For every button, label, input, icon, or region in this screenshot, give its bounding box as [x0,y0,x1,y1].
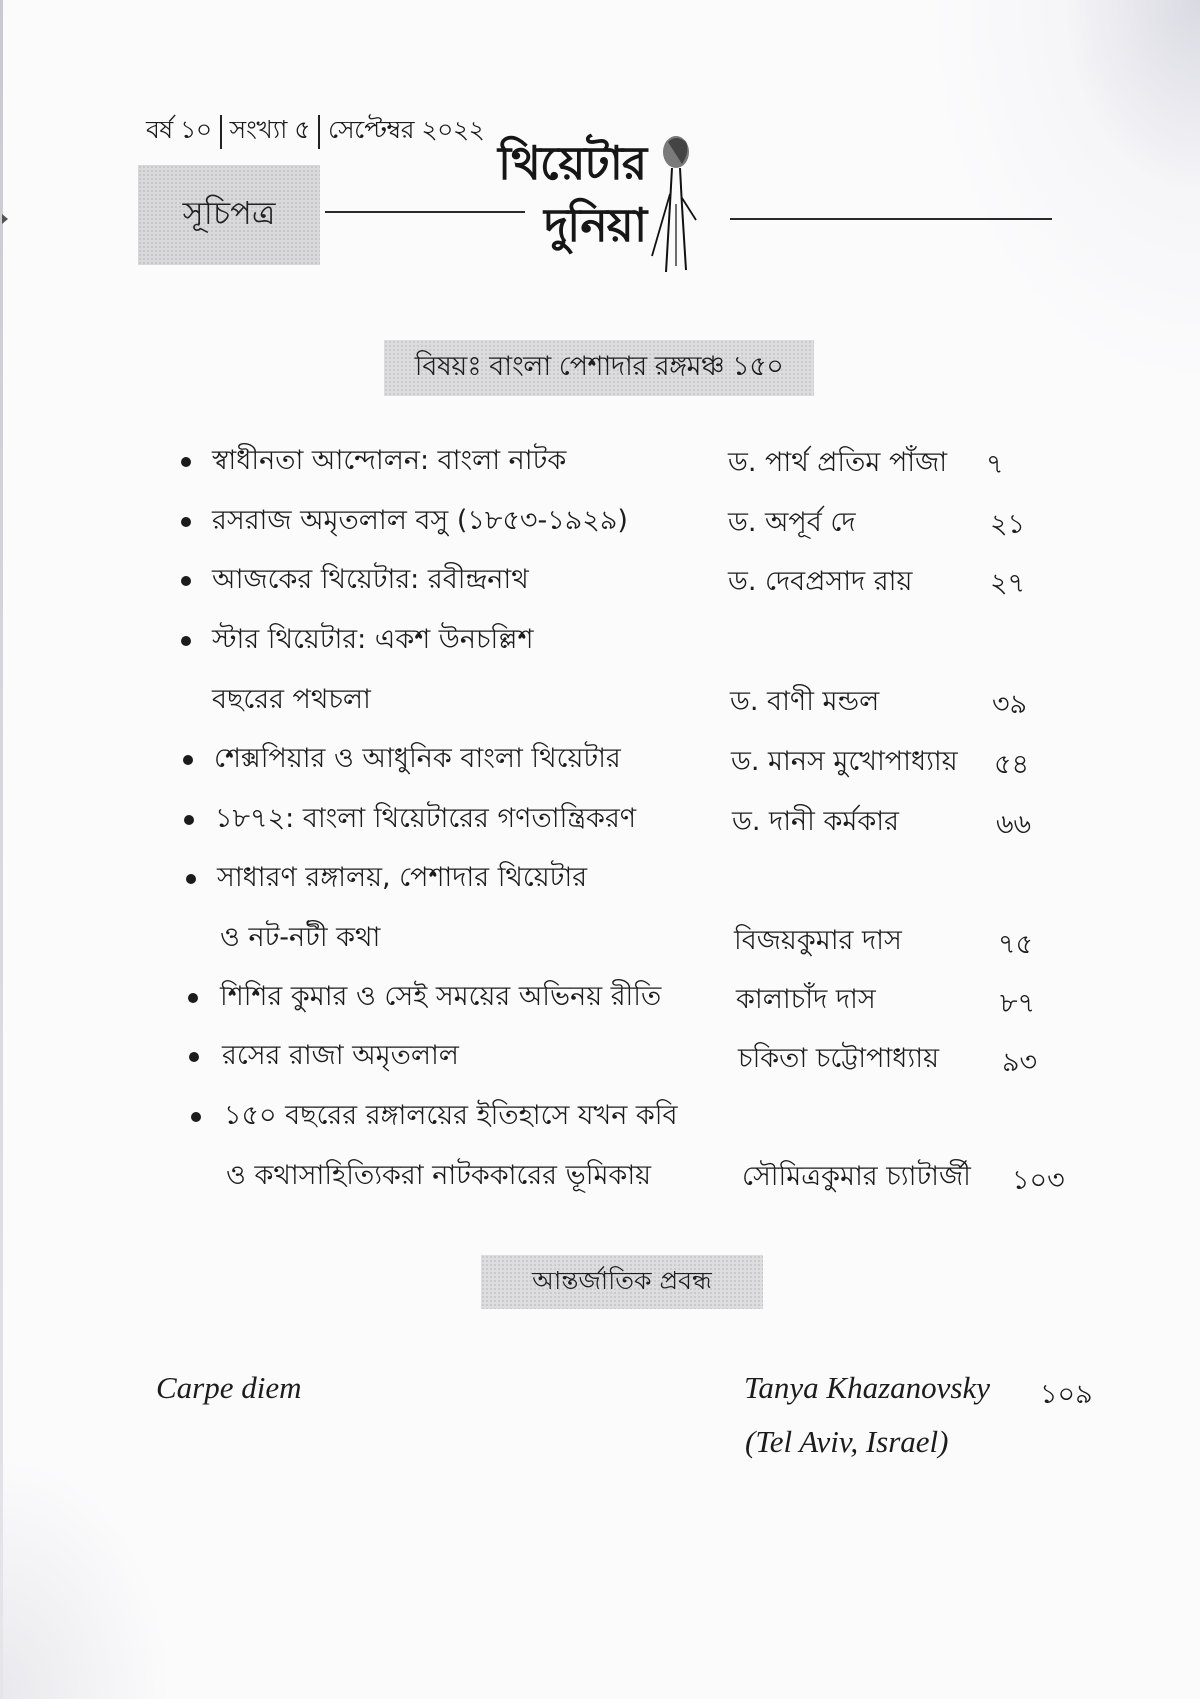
toc-entry-page: ৩৯ [992,688,1028,720]
international-entry-page: ১০৯ [1040,1379,1093,1410]
toc-entry-author: ড. অপূর্ব দে [728,506,856,538]
toc-entry-page: ৮৭ [1000,987,1036,1019]
toc-entry-title[interactable]: স্টার থিয়েটার: একশ উনচল্লিশ [212,623,534,655]
toc-entry-page: ৯৩ [1002,1046,1038,1078]
bullet-icon [181,576,191,586]
bullet-icon [188,993,198,1003]
separator [318,115,320,149]
toc-entry-title[interactable]: ১৫০ বছরের রঙ্গালয়ের ইতিহাসে যখন কবি [224,1099,678,1131]
bullet-icon [189,1052,199,1062]
toc-entry-page: ৭ [986,448,1004,480]
toc-entry-page: ৬৬ [996,808,1032,840]
bullet-icon [183,755,193,765]
toc-entry-author: বিজয়কুমার দাস [734,924,902,956]
toc-label: সূচিপত্র [182,194,276,232]
issue-info [146,110,484,153]
bullet-icon [181,517,191,527]
international-entry-location: (Tel Aviv, Israel) [745,1424,949,1459]
toc-entry-author: ড. পার্থ প্রতিম পাঁজা [728,446,948,478]
toc-entry-title[interactable]: স্বাধীনতা আন্দোলন: বাংলা নাটক [212,444,567,476]
logo-title-line1: থিয়েটার [498,136,647,190]
bullet-icon [181,457,191,467]
international-heading-box [481,1255,763,1309]
toc-entry-page: ২৭ [990,567,1026,599]
international-entry-author: Tanya Khazanovsky [744,1370,990,1405]
toc-entry-title[interactable]: ১৮৭২: বাংলা থিয়েটারের গণতান্ত্রিকরণ [215,802,637,834]
toc-entry-author: ড. মানস মুখোপাধ্যায় [731,745,958,777]
header-rule-right [730,218,1052,220]
date-label: সেপ্টেম্বর ২০২২ [328,115,485,144]
actor-figure-icon [646,134,698,274]
bullet-icon [184,815,194,825]
toc-entry-title-cont[interactable]: ও নট-নটী কথা [220,921,381,953]
issue-label: সংখ্যা ৫ [229,115,310,144]
toc-entry-author: চকিতা চট্টোপাধ্যায় [738,1042,939,1074]
toc-entry-page: ৫৪ [994,748,1030,780]
toc-entry-page: ২১ [990,508,1026,540]
toc-entry-title-cont[interactable]: বছরের পথচলা [212,683,371,715]
toc-entry-title[interactable]: শিশির কুমার ও সেই সময়ের অভিনয় রীতি [220,980,662,1012]
page-edge-shadow [0,0,3,1699]
bullet-icon [181,636,191,646]
toc-entry-page: ১০৩ [1012,1164,1065,1196]
separator [220,115,222,149]
toc-entry-author: ড. বাণী মন্ডল [730,685,880,717]
toc-entry-title[interactable]: রসের রাজা অমৃতলাল [222,1039,459,1071]
magazine-logo [498,136,698,280]
theme-heading: বিষয়ঃ বাংলা পেশাদার রঙ্গমঞ্চ ১৫০ [414,350,784,382]
toc-entry-title[interactable]: শেক্সপিয়ার ও আধুনিক বাংলা থিয়েটার [214,742,621,774]
toc-entry-title-cont[interactable]: ও কথাসাহিত্যিকরা নাটককারের ভূমিকায় [226,1159,652,1191]
bullet-icon [186,874,196,884]
toc-entry-title[interactable]: সাধারণ রঙ্গালয়, পেশাদার থিয়েটার [217,861,588,893]
toc-entry-author: কালাচাঁদ দাস [736,983,876,1015]
international-heading: আন্তর্জাতিক প্রবন্ধ [532,1265,712,1295]
header-rule-left [325,211,525,213]
theme-heading-box [384,340,814,396]
toc-entry-author: ড. দানী কর্মকার [732,805,899,837]
toc-label-box [138,165,320,265]
toc-entry-title[interactable]: আজকের থিয়েটার: রবীন্দ্রনাথ [212,563,529,595]
toc-entry-author: ড. দেবপ্রসাদ রায় [728,565,913,597]
binding-mark [2,214,8,224]
toc-entry-title[interactable]: রসরাজ অমৃতলাল বসু (১৮৫৩-১৯২৯) [212,504,628,536]
toc-entry-author: সৌমিত্রকুমার চ্যাটার্জী [742,1160,971,1192]
volume-label: বর্ষ ১০ [146,115,212,144]
toc-entry-page: ৭৫ [998,928,1034,960]
international-entry-title[interactable]: Carpe diem [156,1370,302,1405]
bullet-icon [191,1112,201,1122]
logo-title-line2: দুনিয়া [544,198,647,252]
